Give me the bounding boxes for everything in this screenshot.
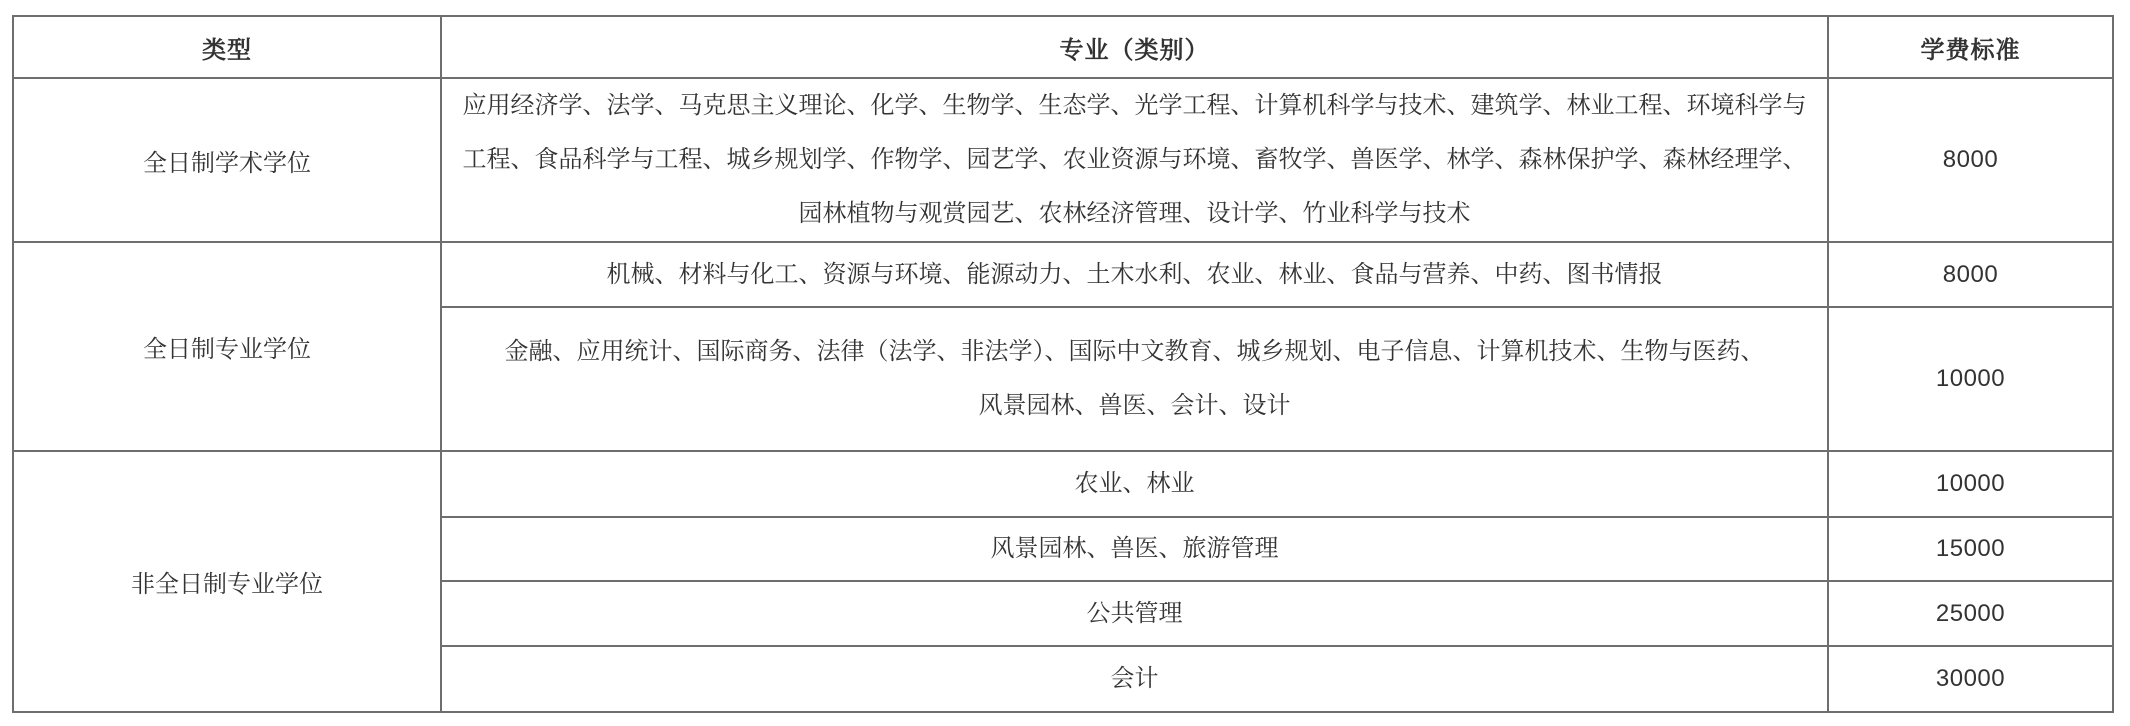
major-line: 园林植物与观赏园艺、农林经济管理、设计学、竹业科学与技术 — [798, 200, 1471, 227]
header-fee-standard: 学费标准 — [1828, 16, 2113, 78]
table-header-row — [13, 16, 2113, 78]
major-line: 会计 — [1110, 665, 1159, 692]
major-cell-parttime-professional-2 — [441, 517, 1828, 581]
table-row-fulltime-academic — [13, 78, 2113, 242]
table-row-fulltime-professional-1 — [13, 242, 2113, 307]
tuition-fee-table — [12, 15, 2114, 713]
fee-cell: 10000 — [1828, 307, 2113, 451]
major-cell-parttime-professional-1 — [441, 451, 1828, 517]
fee-cell: 8000 — [1828, 78, 2113, 242]
major-cell-parttime-professional-4 — [441, 646, 1828, 712]
fee-cell: 15000 — [1828, 517, 2113, 581]
type-cell-fulltime-academic: 全日制学术学位 — [13, 78, 441, 242]
major-line: 风景园林、兽医、旅游管理 — [990, 535, 1279, 562]
fee-cell: 10000 — [1828, 451, 2113, 517]
major-cell-parttime-professional-3 — [441, 581, 1828, 646]
table-row-parttime-professional-1 — [13, 451, 2113, 517]
major-line: 机械、材料与化工、资源与环境、能源动力、土木水利、农业、林业、食品与营养、中药、图书情报 — [606, 260, 1663, 288]
fee-cell: 30000 — [1828, 646, 2113, 712]
major-cell-fulltime-professional-2 — [441, 307, 1828, 451]
major-cell-fulltime-professional-1 — [441, 242, 1828, 307]
major-line: 工程、食品科学与工程、城乡规划学、作物学、园艺学、农业资源与环境、畜牧学、兽医学、林学、森林保护学、森林经理学、 — [462, 146, 1807, 173]
major-line: 公共管理 — [1086, 599, 1183, 627]
major-line: 金融、应用统计、国际商务、法律（法学、非法学）、国际中文教育、城乡规划、电子信息、计算机技术、生物与医药、 — [504, 338, 1765, 365]
major-line: 应用经济学、法学、马克思主义理论、化学、生物学、生态学、光学工程、计算机科学与技术、建筑学、林业工程、环境科学与 — [462, 92, 1807, 119]
type-cell-fulltime-professional: 全日制专业学位 — [13, 242, 441, 451]
major-cell-fulltime-academic — [441, 78, 1828, 242]
major-line: 农业、林业 — [1074, 470, 1195, 497]
fee-cell: 8000 — [1828, 242, 2113, 307]
major-line: 风景园林、兽医、会计、设计 — [978, 392, 1291, 419]
header-major-category: 专业（类别） — [441, 16, 1828, 78]
header-type: 类型 — [13, 16, 441, 78]
type-cell-parttime-professional: 非全日制专业学位 — [13, 451, 441, 712]
fee-cell: 25000 — [1828, 581, 2113, 646]
